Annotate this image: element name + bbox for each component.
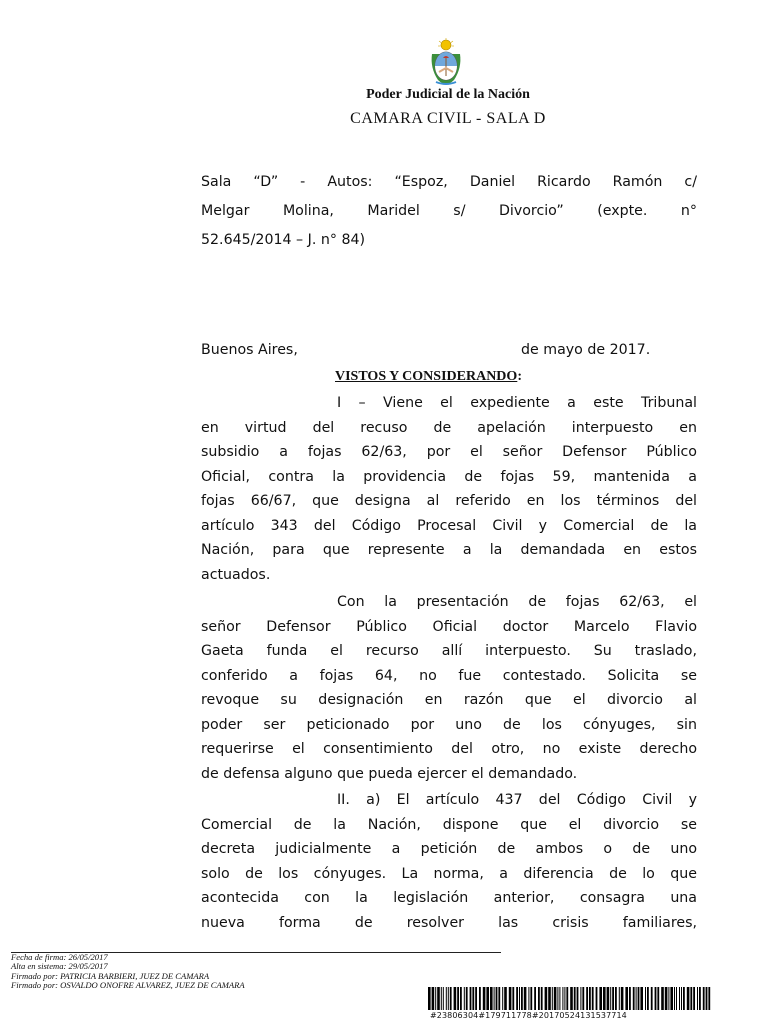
caption-line: 52.645/2014 – J. n° 84) <box>201 232 366 248</box>
paragraph-2 <box>201 590 697 786</box>
paragraph-line: conferido a fojas 64, no fue contestado. Solicita se <box>201 667 697 684</box>
paragraph-line: requerirse el consentimiento del otro, no existe derecho <box>201 741 697 757</box>
heading-title: VISTOS Y CONSIDERANDO <box>335 369 518 384</box>
paragraph-line: Gaeta funda el recurso allí interpuesto. Su traslado, <box>201 643 697 659</box>
paragraph-line: nueva forma de resolver las crisis familiares, <box>201 914 697 931</box>
paragraph-line: de defensa alguno que pueda ejercer el demandado. <box>201 765 578 782</box>
signed-by-2: Firmado por: OSVALDO ONOFRE ALVAREZ, JUEZ DE CAMARA <box>11 980 245 991</box>
barcode-icon <box>428 987 714 1010</box>
paragraph-3 <box>201 788 697 935</box>
date-month-year: de mayo de 2017. <box>521 342 651 358</box>
caption-line: Melgar Molina, Maridel s/ Divorcio” (expte. n° <box>201 203 697 219</box>
paragraph-line: artículo 343 del Código Procesal Civil y Comercial de la <box>201 517 697 534</box>
signed-by-1: Firmado por: PATRICIA BARBIERI, JUEZ DE CAMARA <box>11 970 210 981</box>
paragraph-line: I – Viene el expediente a este Tribunal <box>337 395 697 411</box>
paragraph-line: revoque su designación en razón que el divorcio al <box>201 692 697 708</box>
paragraph-line: en virtud del recuso de apelación interpuesto en <box>201 419 697 436</box>
paragraph-line: actuados. <box>201 566 271 583</box>
paragraph-line: II. a) El artículo 437 del Código Civil y <box>337 792 697 808</box>
case-caption <box>201 168 697 255</box>
system-date: Alta en sistema: 29/05/2017 <box>11 961 108 972</box>
paragraph-line: Comercial de la Nación, dispone que el divorcio se <box>201 816 697 833</box>
date-line <box>201 342 697 366</box>
signature-date: Fecha de firma: 26/05/2017 <box>11 952 108 962</box>
paragraph-line: fojas 66/67, que designa al referido en los términos del <box>201 493 697 509</box>
heading-colon: : <box>517 369 522 384</box>
paragraph-line: poder ser peticionado por uno de los cónyuges, sin <box>201 716 697 733</box>
signature-notes <box>11 953 245 991</box>
chamber-name: CAMARA CIVIL - SALA D <box>350 110 546 127</box>
paragraph-line: Nación, para que represente a la demandada en estos <box>201 542 697 558</box>
paragraph-line: solo de los cónyuges. La norma, a diferencia de lo que <box>201 865 697 882</box>
barcode-number: #23806304#179711778#20170524131537714 <box>430 1011 627 1020</box>
institution-name: Poder Judicial de la Nación <box>366 87 530 102</box>
paragraph-line: Con la presentación de fojas 62/63, el <box>337 594 697 610</box>
caption-line: Sala “D” - Autos: “Espoz, Daniel Ricardo Ramón c/ <box>201 174 697 190</box>
section-heading <box>335 369 522 385</box>
date-city: Buenos Aires, <box>201 342 298 358</box>
paragraph-line: subsidio a fojas 62/63, por el señor Defensor Público <box>201 444 697 460</box>
paragraph-line: acontecida con la legislación anterior, consagra una <box>201 890 697 906</box>
paragraph-line: decreta judicialmente a petición de ambos o de uno <box>201 841 697 857</box>
paragraph-line: señor Defensor Público Oficial doctor Marcelo Flavio <box>201 618 697 635</box>
paragraph-1 <box>201 391 697 587</box>
paragraph-line: Oficial, contra la providencia de fojas 59, mantenida a <box>201 468 697 485</box>
argentine-coat-of-arms-icon <box>426 38 466 88</box>
